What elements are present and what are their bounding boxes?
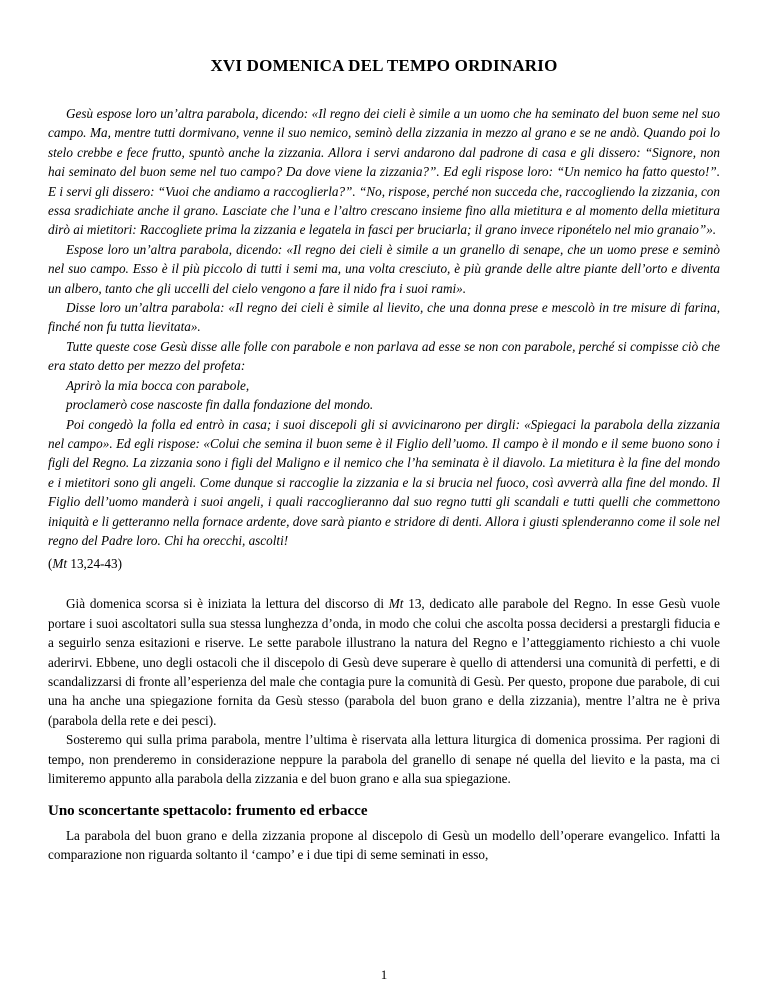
scripture-paragraph: Espose loro un’altra parabola, dicendo: «Il regno dei cieli è simile a un granello di senape, che un uomo prese e seminò nel suo campo. Esso è il più piccolo di tutti i semi ma, una volta cresciuto, è più grande delle altre piante dell’orto e diventa un albero, tanto che gli uccelli del cielo vengono a fare il nido fra i suoi rami». <box>48 241 720 296</box>
commentary-paragraph: Sosteremo qui sulla prima parabola, mentre l’ultima è riservata alla lettura liturgica di domenica prossima. Per ragioni di tempo, non prenderemo in considerazione neppure la parabola del granello di senape né quella del lievito e la pasta, ma ci limiteremo appunto alla parabola della zizzania e del buon grano e alla sua spiegazione. <box>48 732 720 786</box>
commentary <box>48 594 720 864</box>
scripture-paragraph: Disse loro un’altra parabola: «Il regno dei cieli è simile al lievito, che una donna prese e mescolò in tre misure di farina, finché non fu tutta lievitata». <box>48 300 720 335</box>
reference-book: Mt <box>52 556 68 572</box>
prophecy-verse: Aprirò la mia bocca con parabole, <box>66 377 250 393</box>
reference-rest: 13,24-43) <box>67 556 123 572</box>
book-citation: Mt <box>388 596 404 612</box>
scripture-paragraph: Gesù espose loro un’altra parabola, dicendo: «Il regno dei cieli è simile a un uomo che ha seminato del buon seme nel suo campo. Ma, mentre tutti dormivano, venne il suo nemico, seminò della zizzania in mezzo al grano e se ne andò. Quando poi lo stelo crebbe e fece frutto, spuntò anche la zizzania. Allora i servi andarono dal padrone di casa e gli dissero: “Signore, non hai seminato del buon seme nel tuo campo? Da dove viene la zizzania?”. Ed egli rispose loro: “Un nemico ha fatto questo!”. E i servi gli dissero: “Vuoi che andiamo a raccoglierla?”. “No, rispose, perché non succeda che, raccogliendo la zizzania, con essa sradichiate anche il grano. Lasciate che l’una e l’altro crescano insieme fino alla mietitura e al momento della mietitura dirò ai mietitori: Raccogliete prima la zizzania e legatela in fasci per bruciarla; il grano invece riponételo nel mio granaio”». <box>48 106 720 238</box>
scripture-paragraph: Tutte queste cose Gesù disse alle folle con parabole e non parlava ad esse se non con parabole, perché si compisse ciò che era stato detto per mezzo del profeta: <box>48 338 720 374</box>
commentary-paragraph: La parabola del buon grano e della zizzania propone al discepolo di Gesù un modello dell’operare evangelico. Infatti la comparazione non riguarda soltanto il ‘campo’ e i due tipi di seme seminati in esso, <box>48 827 720 863</box>
section-heading: Uno sconcertante spettacolo: frumento ed erbacce <box>48 803 368 820</box>
document-title: XVI DOMENICA DEL TEMPO ORDINARIO <box>210 56 558 75</box>
text-run: Già domenica scorsa si è iniziata la lettura del discorso di <box>66 596 389 612</box>
document-page <box>48 56 720 865</box>
page-number: 1 <box>380 967 388 982</box>
commentary-paragraph <box>48 594 720 730</box>
scripture-passage <box>48 104 720 550</box>
scripture-paragraph: Poi congedò la folla ed entrò in casa; i suoi discepoli gli si avvicinarono per dirgli: «Spiegaci la parabola della zizzania nel campo». Ed egli rispose: «Colui che semina il buon seme è il Figlio dell’uomo. Il campo è il mondo e il seme buono sono i figli del Regno. La zizzania sono i figli del Maligno e il nemico che l’ha seminata è il diavolo. La mietitura è la fine del mondo e i mietitori sono gli angeli. Come dunque si raccoglie la zizzania e la si brucia nel fuoco, così avverrà alla fine del mondo. Il Figlio dell’uomo manderà i suoi angeli, i quali raccoglieranno dal suo regno tutti gli scandali e tutti quelli che commettono iniquità e li getteranno nella fornace ardente, dove sarà pianto e stridore di denti. Allora i giusti splenderanno come il sole nel regno del Padre loro. Chi ha orecchi, ascolti! <box>48 416 720 548</box>
text-run: 13, dedicato alle parabole del Regno. In esse Gesù vuole portare i suoi ascoltatori sulla sua stessa lunghezza d’onda, in modo che colui che ascolta possa decidersi a prestargli fiducia e a seguirlo senza esitazioni e riserve. Le sette parabole illustrano la natura del Regno e l’atteggiamento richiesto a chi vuole aderirvi. Ebbene, uno degli ostacoli che il discepolo di Gesù deve superare è quello di attendersi una comunità di perfetti, e di scandalizzarsi di fronte all’esperienza del male che contagia pure la comunità di Gesù. Per questo, propone due parabole, di cui una ha anche una spiegazione fornita da Gesù stesso (parabola del buon grano e della zizzania), mentre l’altra ne è priva (parabola della rete e dei pesci). <box>48 596 721 728</box>
scripture-reference <box>48 556 720 572</box>
reference-open: ( <box>48 556 53 572</box>
prophecy-verse: proclamerò cose nascoste fin dalla fondazione del mondo. <box>66 397 374 413</box>
